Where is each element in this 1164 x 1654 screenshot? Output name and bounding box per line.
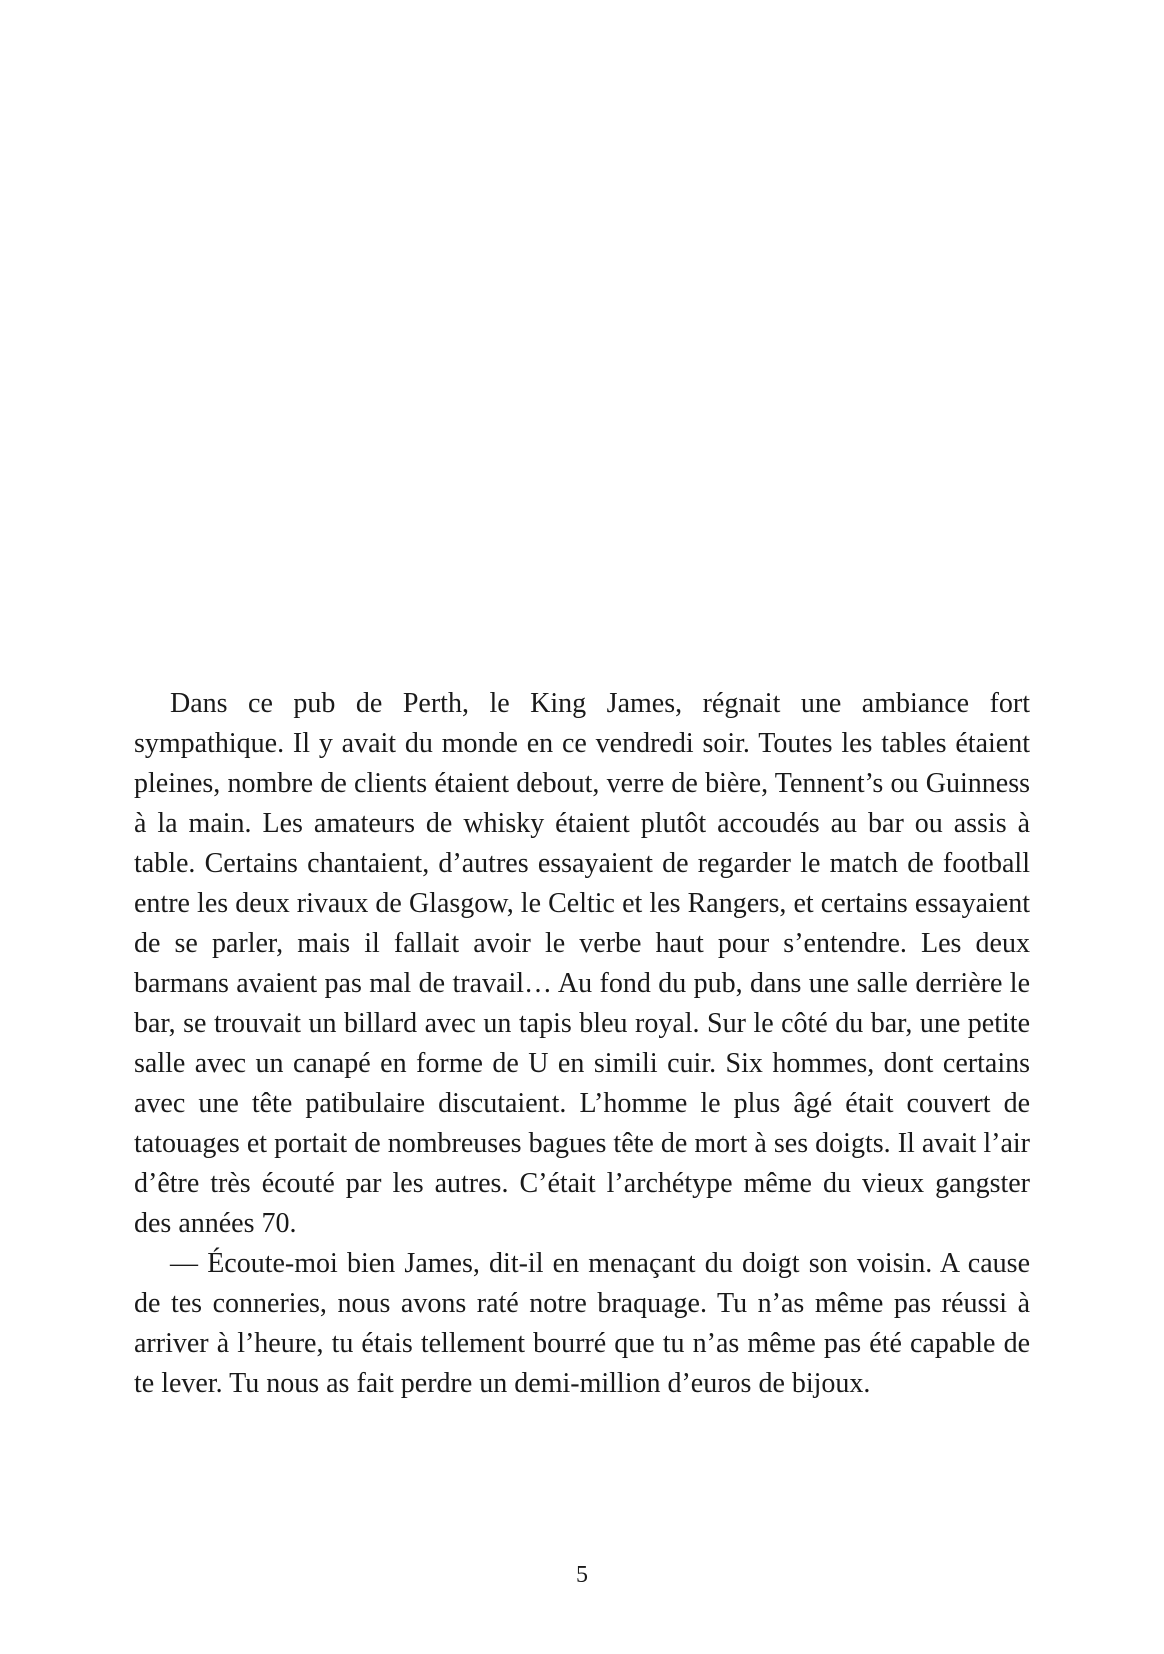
page-number: 5 bbox=[576, 1562, 588, 1588]
paragraph-narration: Dans ce pub de Perth, le King James, régnait une ambiance fort sympathique. Il y avait du monde en ce vendredi soir. Toutes les tables étaient pleines, nombre de clients étaient debout, verre de bière, Tennent’s ou Guinness à la main. Les amateurs de whisky étaient plutôt accoudés au bar ou assis à table. Certains chantaient, d’autres essayaient de regarder le match de football entre les deux rivaux de Glasgow, le Celtic et les Rangers, et certains essayaient de se parler, mais il fallait avoir le verbe haut pour s’entendre. Les deux barmans avaient pas mal de travail… Au fond du pub, dans une salle derrière le bar, se trouvait un billard avec un tapis bleu royal. Sur le côté du bar, une petite salle avec un canapé en forme de U en simili cuir. Six hommes, dont certains avec une tête patibulaire discutaient. L’homme le plus âgé était couvert de tatouages et portait de nombreuses bagues tête de mort à ses doigts. Il avait l’air d’être très écouté par les autres. C’était l’archétype même du vieux gangster des années 70. bbox=[134, 688, 1030, 1239]
paragraph-dialogue: — Écoute-moi bien James, dit-il en menaçant du doigt son voisin. A cause de tes conneries, nous avons raté notre braquage. Tu n’as même pas réussi à arriver à l’heure, tu étais tellement bourré que tu n’as même pas été capable de te lever. Tu nous as fait perdre un demi-million d’euros de bijoux. bbox=[134, 1248, 1030, 1399]
body-text bbox=[134, 684, 1030, 1404]
